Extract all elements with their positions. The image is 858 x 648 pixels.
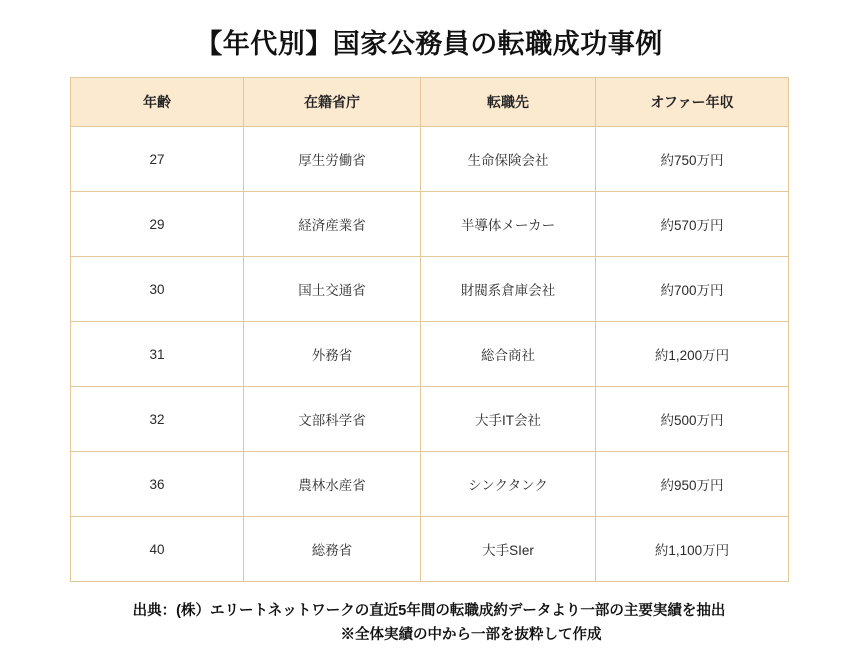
column-header-offer: オファー年収	[596, 78, 789, 127]
cell-offer: 約1,200万円	[596, 322, 789, 387]
footnote-note: ※全体実績の中から一部を抜粋して作成	[340, 626, 602, 643]
footnote-source: 出典：(株）エリートネットワークの直近5年間の転職成約データより一部の主要実績を抽出	[132, 603, 726, 619]
cell-ministry: 文部科学省	[244, 387, 421, 452]
cell-age: 36	[71, 452, 244, 517]
cell-ministry: 国土交通省	[244, 257, 421, 322]
table-body	[71, 127, 789, 582]
table-row	[71, 127, 789, 192]
cell-ministry: 総務省	[244, 517, 421, 582]
footnotes	[0, 600, 858, 648]
career-change-table	[70, 77, 789, 582]
column-header-age: 年齢	[71, 78, 244, 127]
cell-offer: 約500万円	[596, 387, 789, 452]
cell-destination: シンクタンク	[421, 452, 596, 517]
cell-destination: 総合商社	[421, 322, 596, 387]
column-header-ministry: 在籍省庁	[244, 78, 421, 127]
table-row	[71, 387, 789, 452]
cell-age: 40	[71, 517, 244, 582]
cell-offer: 約570万円	[596, 192, 789, 257]
column-header-destination: 転職先	[421, 78, 596, 127]
cell-offer: 約950万円	[596, 452, 789, 517]
cell-offer: 約1,100万円	[596, 517, 789, 582]
table-row	[71, 517, 789, 582]
cell-ministry: 経済産業省	[244, 192, 421, 257]
table-row	[71, 322, 789, 387]
cell-ministry: 外務省	[244, 322, 421, 387]
cell-age: 27	[71, 127, 244, 192]
cell-offer: 約700万円	[596, 257, 789, 322]
cell-ministry: 厚生労働省	[244, 127, 421, 192]
cell-destination: 大手IT会社	[421, 387, 596, 452]
cell-destination: 財閥系倉庫会社	[421, 257, 596, 322]
cell-ministry: 農林水産省	[244, 452, 421, 517]
cell-age: 31	[71, 322, 244, 387]
cell-age: 32	[71, 387, 244, 452]
table-row	[71, 452, 789, 517]
page-title: 【年代別】国家公務員の転職成功事例	[195, 29, 663, 59]
table-container	[70, 77, 788, 582]
cell-age: 29	[71, 192, 244, 257]
cell-age: 30	[71, 257, 244, 322]
table-row	[71, 192, 789, 257]
cell-destination: 生命保険会社	[421, 127, 596, 192]
table-header	[71, 78, 789, 127]
cell-offer: 約750万円	[596, 127, 789, 192]
table-row	[71, 257, 789, 322]
cell-destination: 大手SIer	[421, 517, 596, 582]
table-header-row	[71, 78, 789, 127]
cell-destination: 半導体メーカー	[421, 192, 596, 257]
